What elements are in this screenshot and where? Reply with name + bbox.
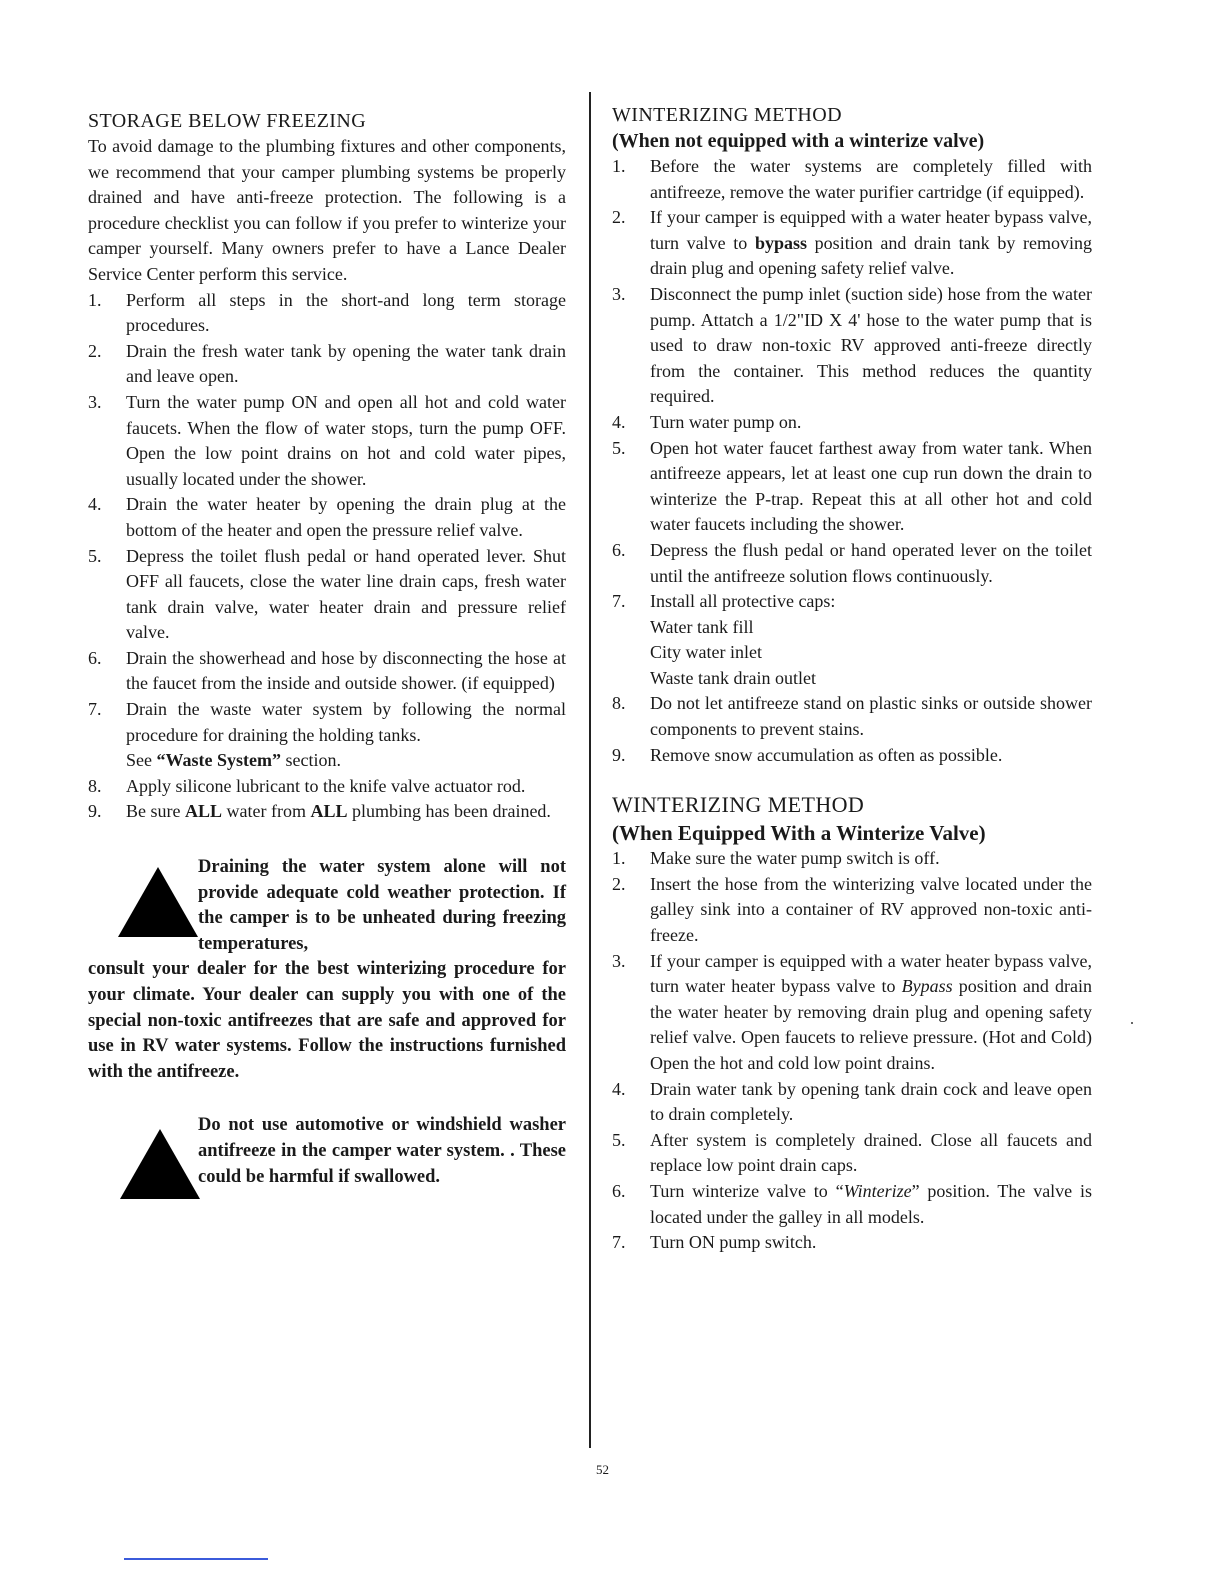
page-number: 52 xyxy=(596,1462,609,1477)
winterizing-steps-1 xyxy=(612,154,1092,768)
list-item: 1. Before the water systems are completely filled with antifreeze, remove the water purifier cartridge (if equipped). xyxy=(612,156,1092,202)
list-item: 1. Perform all steps in the short-and long term storage procedures. xyxy=(88,289,566,336)
winterizing-heading-2: WINTERIZING METHOD xyxy=(612,792,865,818)
list-item: 7. Turn ON pump switch. xyxy=(612,1232,817,1253)
list-item: 9. Remove snow accumulation as often as possible. xyxy=(612,744,1003,765)
list-item: 7. Drain the waste water system by following the normal procedure for draining the holding tanks. See “Waste System” section. xyxy=(88,699,566,771)
footer-rule xyxy=(124,1558,268,1560)
list-item: 8. Apply silicone lubricant to the knife valve actuator rod. xyxy=(88,775,526,796)
waste-system-reference: “Waste System” xyxy=(156,750,281,771)
list-item: 3. Turn the water pump ON and open all hot and cold water faucets. When the flow of water stops, turn the pump OFF. Open the low point drains on hot and cold water pipes, usually located under the shower. xyxy=(88,391,566,489)
winterizing-subheading-1: (When not equipped with a winterize valve) xyxy=(612,130,985,152)
storage-steps xyxy=(88,288,566,825)
list-item: 2. Insert the hose from the winterizing valve located under the galley sink into a container of RV approved non-toxic anti-freeze. xyxy=(612,873,1092,946)
list-item: 1. Make sure the water pump switch is off. xyxy=(612,848,940,869)
list-item: 5. Open hot water faucet farthest away from water tank. When antifreeze appears, let at least one cup run down the drain to winterize the P-trap. Repeat this at all other hot and cold water faucets including the shower. xyxy=(612,437,1092,535)
left-column xyxy=(88,100,566,1190)
list-item: 3. If your camper is equipped with a water heater bypass valve, turn water heater bypass valve to Bypass position and drain the water heater by removing drain plug and opening safety relief valve. Open faucets to relieve pressure. (Hot and Cold) Open the hot and cold low point drains. xyxy=(612,950,1092,1073)
list-item: 4. Drain the water heater by opening the drain plug at the bottom of the heater and open the pressure relief valve. xyxy=(88,494,566,540)
storage-heading: STORAGE BELOW FREEZING xyxy=(88,110,367,132)
list-item: 4. Drain water tank by opening tank drain cock and leave open to drain completely. xyxy=(612,1078,1092,1125)
column-divider xyxy=(589,92,591,1448)
winterizing-section-2 xyxy=(612,792,1092,1256)
list-item: 4. Turn water pump on. xyxy=(612,411,802,432)
list-item: 6. Turn winterize valve to “Winterize” position. The valve is located under the galley in all models. xyxy=(612,1180,1092,1227)
list-item: 5. After system is completely drained. Close all faucets and replace low point drain caps. xyxy=(612,1129,1092,1176)
list-item: 9. Be sure ALL water from ALL plumbing has been drained. xyxy=(88,801,551,822)
scan-speck xyxy=(1131,1022,1133,1024)
warning-block-1 xyxy=(88,855,566,1085)
list-item: 2. If your camper is equipped with a water heater bypass valve, turn valve to bypass position and drain tank by removing drain plug and opening safety relief valve. xyxy=(612,207,1092,279)
list-item: 7. Install all protective caps: Water tank fill City water inlet Waste tank drain outlet xyxy=(612,591,836,688)
list-item: 5. Depress the toilet flush pedal or hand operated lever. Shut OFF all faucets, close the water line drain caps, fresh water tank drain valve, water heater drain and pressure relief valve. xyxy=(88,545,566,643)
warning-1-top: Draining the water system alone will not provide adequate cold weather protection. If the camper is to be unheated during freezing temperatures, xyxy=(198,857,566,954)
winterizing-heading-1: WINTERIZING METHOD xyxy=(612,104,842,126)
warning-block-2 xyxy=(88,1113,566,1190)
list-item: 6. Depress the flush pedal or hand operated lever on the toilet until the antifreeze solution flows continuously. xyxy=(612,539,1092,586)
warning-2-text: Do not use automotive or windshield washer antifreeze in the camper water system. . These could be harmful if swallowed. xyxy=(198,1115,566,1187)
warning-triangle-icon xyxy=(116,865,200,939)
list-item: 6. Drain the showerhead and hose by disconnecting the hose at the faucet from the inside and outside shower. (if equipped) xyxy=(88,647,566,694)
list-item: 3. Disconnect the pump inlet (suction side) hose from the water pump. Attatch a 1/2"ID X 4' hose to the water pump that is used to draw non-toxic RV approved anti-freeze directly from the container. This method reduces the quantity required. xyxy=(612,283,1092,407)
storage-intro: To avoid damage to the plumbing fixtures and other components, we recommend that your camper plumbing systems be properly drained and have anti-freeze protection. The following is a procedure checklist you can follow if you prefer to winterize your camper yourself. Many owners prefer to have a Lance Dealer Service Center perform this service. xyxy=(88,136,566,284)
list-item: 8. Do not let antifreeze stand on plastic sinks or outside shower components to prevent stains. xyxy=(612,693,1092,740)
warning-1-rest: consult your dealer for the best winterizing procedure for your climate. Your dealer can supply you with one of the special non-toxic antifreezes that are safe and approved for use in RV water systems. Follow the instructions furnished with the antifreeze. xyxy=(88,959,566,1082)
winterizing-steps-2 xyxy=(612,846,1092,1256)
right-column xyxy=(612,100,1092,1256)
list-item: 2. Drain the fresh water tank by opening the water tank drain and leave open. xyxy=(88,340,566,387)
warning-triangle-icon xyxy=(118,1127,202,1201)
winterizing-subheading-2: (When Equipped With a Winterize Valve) xyxy=(612,821,986,846)
